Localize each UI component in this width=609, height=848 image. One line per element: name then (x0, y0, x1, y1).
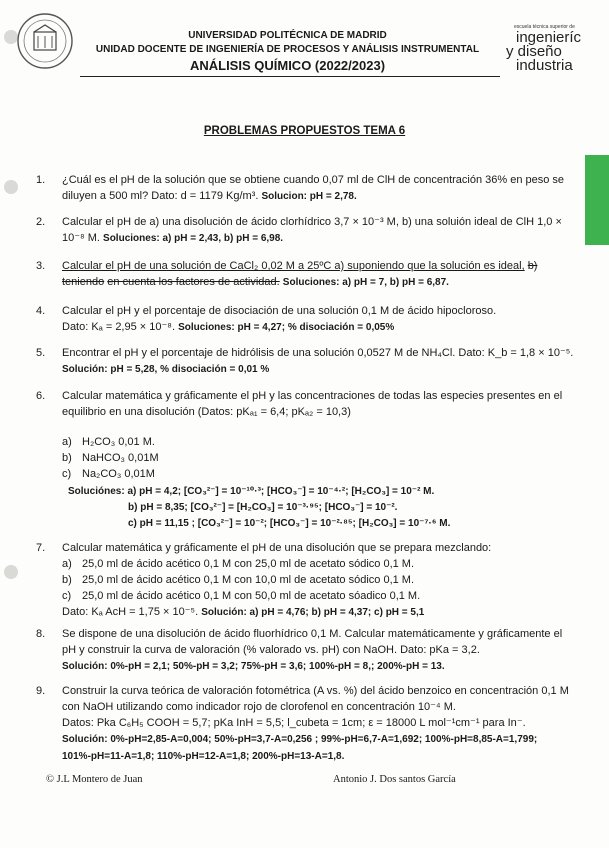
list-item: c) 25,0 ml de ácido acético 0,1 M con 50,0 ml de acetato sóadico 0,1 M. (62, 590, 421, 602)
footer-left-author: © J.L Montero de Juan (46, 774, 143, 785)
problem-text: Calcular el pH de una solución de CaCl₂ 0,02 M a 25ºC a) suponiendo que la solución es ideal, (62, 260, 525, 272)
solution-line: Solución: 0%-pH=2,85-A=0,004; 50%-pH=3,7-A=0,256 ; 99%-pH=6,7-A=1,692; 100%-pH=8,85-A=1,799; (62, 734, 538, 745)
problem-text: Se dispone de una disolución de ácido fluorhídrico 0,1 M. Calcular matemáticamente y gráficamente el (62, 628, 563, 640)
university-name: UNIVERSIDAD POLITÉCNICA DE MADRID (188, 30, 387, 41)
problem-text-cont: en cuenta los factores de actividad. (107, 276, 280, 288)
problem-text-cont: Dato: Kₐ = 2,95 × 10⁻⁸. (62, 321, 175, 333)
problem-number: 5. (36, 347, 46, 359)
footer-right-author: Antonio J. Dos santos García (333, 774, 456, 785)
header-divider (80, 76, 500, 77)
problem-number: 6. (36, 390, 46, 402)
problem-solution: Solución: 0%-pH = 2,1; 50%-pH = 3,2; 75%-pH = 3,6; 100%-pH = 8,; 200%-pH = 13. (62, 661, 445, 672)
problem-text: Construir la curva teórica de valoración fotométrica (A vs. %) del ácido benzoico en concentración 0,1 (62, 685, 557, 697)
problem-number: 9. (36, 685, 46, 697)
problem-text: Calcular el pH de a) una disolución de ácido clorhídrico 3,7 × 10⁻³ M, b) una soluión ideal de ClH 1,0 × (62, 216, 562, 228)
list-item: b) NaHCO₃ 0,01M (62, 452, 159, 464)
problem-8 (36, 626, 577, 675)
binder-hole (4, 565, 18, 579)
course-title: ANÁLISIS QUÍMICO (2022/2023) (189, 58, 386, 73)
problem-6 (36, 388, 577, 482)
list-item: b) 25,0 ml de ácido acético 0,1 M con 10,0 ml de acetato sódico 0,1 M. (62, 574, 415, 586)
solution-line: b) pH = 8,35; [CO₃²⁻] = [H₂CO₃] = 10⁻³·⁹⁵; [HCO₃⁻] = 10⁻². (128, 502, 398, 513)
problem-number: 4. (36, 305, 46, 317)
problem-solution: Solucion: pH = 2,78. (261, 191, 357, 202)
problem-7 (36, 540, 577, 621)
logo-small-text: escuela técnica superior de (514, 24, 575, 30)
problem-text: Calcular el pH y el porcentaje de disociación de una solución 0,1 M de ácido hipocloroso. (62, 305, 497, 317)
problem-number: 3. (36, 260, 46, 272)
problem-data: Dato: Kₐ AcH = 1,75 × 10⁻⁵. (62, 606, 199, 618)
problem-solution: Soluciones: a) pH = 2,43, b) pH = 6,98. (103, 233, 284, 244)
problem-number: 2. (36, 216, 46, 228)
logo-line-2: y diseño (506, 43, 562, 60)
problem-text-cont: M con NaOH utilizando como indicador rojo de clorofenol en concentración 10⁻⁴ M. (62, 685, 569, 713)
problem-text: ¿Cuál es el pH de la solución que se obtiene cuando 0,07 ml de ClH de concentración 36% en peso se diluyen a 500 ml? Dato: d = 1179 Kg/m³. (62, 174, 565, 202)
problem-number: 7. (36, 542, 46, 554)
problem-6-solutions (68, 484, 588, 532)
problem-solution: Solución: pH = 5,28, % disociación = 0,01 % (62, 364, 270, 375)
problem-solution: Solución: a) pH = 4,76; b) pH = 4,37; c) pH = 5,1 (201, 607, 425, 618)
problem-5 (36, 345, 577, 378)
problem-3 (36, 258, 577, 291)
problem-text-cont: pH y construir la curva de valoración (% valorado vs. pH) con NaOH. Dato: pKa = 3,2. (62, 644, 480, 656)
list-item: c) Na₂CO₃ 0,01M (62, 468, 155, 480)
problem-text-cont: equilibrio en una disolución (Datos: pKₐ₁ = 6,4; pKₐ₂ = 10,3) (62, 406, 351, 418)
list-item: a) H₂CO₃ 0,01 M. (62, 436, 155, 448)
problem-1 (36, 172, 577, 205)
problem-solution: Soluciones: a) pH = 7, b) pH = 6,87. (282, 277, 449, 288)
university-seal-icon (16, 12, 74, 70)
page-title: PROBLEMAS PROPUESTOS TEMA 6 (203, 125, 406, 137)
problem-text-cont: 10⁻⁸ M. (62, 232, 100, 244)
problem-number: 1. (36, 174, 46, 186)
department-name: UNIDAD DOCENTE DE INGENIERÍA DE PROCESOS Y ANÁLISIS INSTRUMENTAL (95, 44, 480, 55)
struck-text: b) teniendo (62, 260, 538, 288)
binder-hole (4, 180, 18, 194)
page-divider-tab (585, 155, 609, 245)
logo-line-1: ingenieríc (516, 29, 582, 46)
school-logo (502, 24, 606, 74)
problem-data: Datos: Pka C₆H₅ COOH = 5,7; pKa InH = 5,5; l_cubeta = 1cm; ε = 18000 L mol⁻¹cm⁻¹ para In⁻. (62, 717, 526, 729)
solution-line: c) pH = 11,15 ; [CO₃²⁻] = 10⁻²; [HCO₃⁻] = 10⁻²·⁸⁵; [H₂CO₃] = 10⁻⁷·⁶ M. (128, 518, 451, 529)
problem-number: 8. (36, 628, 46, 640)
solution-line: 101%-pH=11-A=1,8; 110%-pH=12-A=1,8; 200%-pH=13-A=1,8. (62, 751, 345, 762)
problem-solution: Soluciones: pH = 4,27; % disociación = 0,05% (178, 322, 395, 333)
problem-text: Encontrar el pH y el porcentaje de hidrólisis de una solución 0,0527 M de NH₄Cl. Dato: K_b = 1,8 × 10⁻⁵. (62, 347, 574, 359)
problem-2 (36, 214, 577, 247)
problem-text: Calcular matemática y gráficamente el pH de una disolución que se prepara mezclando: (62, 542, 492, 554)
solution-line: Soluciónes: a) pH = 4,2; [CO₃²⁻] = 10⁻¹⁰·³; [HCO₃⁻] = 10⁻⁴·²; [H₂CO₃] = 10⁻² M. (68, 486, 435, 497)
problem-4 (36, 303, 577, 336)
problem-text: Calcular matemática y gráficamente el pH y las concentraciones de todas las especies presentes en el (62, 390, 563, 402)
logo-line-3: industria (516, 57, 573, 74)
problem-9 (36, 683, 577, 765)
item-list (62, 556, 577, 604)
item-list (62, 434, 577, 482)
list-item: a) 25,0 ml de ácido acético 0,1 M con 25,0 ml de acetato sódico 0,1 M. (62, 558, 415, 570)
